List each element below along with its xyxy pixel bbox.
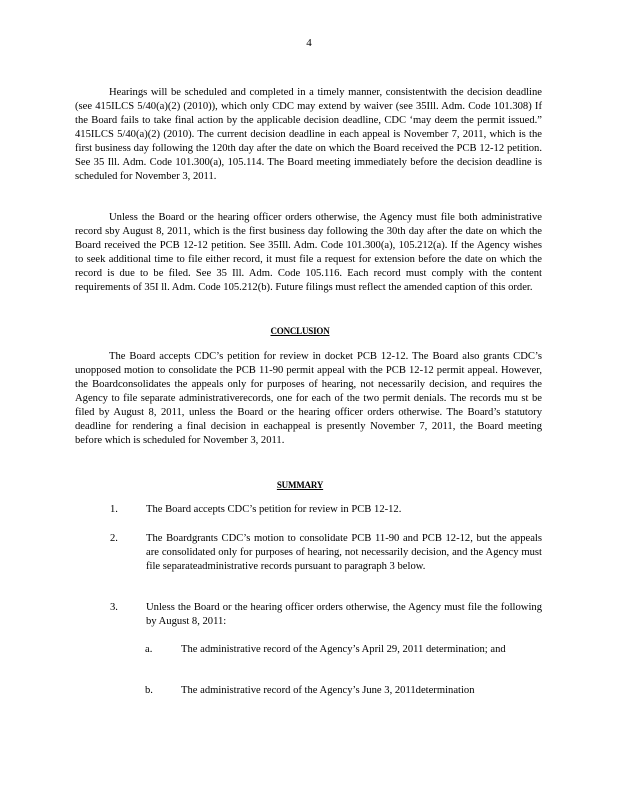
- hearings-paragraph: Hearings will be scheduled and completed in a timely manner, consistentwith the decision deadline (see 415ILCS 5/40(a)(2) (2010)), which only CDC may extend by waiver (see 35Ill. Adm. Code 101.308) If the Board fails to take final action by the applicable decision deadline, CDC ‘may deem the permit issued.” 415ILCS 5/40(a)(2) (2010). The current decision deadline in each appeal is November 7, 2011, which is the first business day following the 120th day after the date on which the Board received the PCB 12-12 petition. See 35 Ill. Adm. Code 101.300(a), 105.114. The Board meeting immediately before the decision deadline is scheduled for November 3, 2011.: [75, 87, 542, 182]
- summary-subitem-text: The administrative record of the Agency’s June 3, 2011determination: [181, 685, 475, 696]
- summary-heading: [0, 478, 618, 492]
- summary-item-text: The Board accepts CDC’s petition for review in PCB 12-12.: [146, 504, 402, 515]
- conclusion-paragraph: The Board accepts CDC’s petition for review in docket PCB 12-12. The Board also grants CDC’s unopposed motion to consolidate the PCB 11-90 permit appeal with the PCB 12-12 permit appeal. However, the Boardconsolidates the appeals only for purposes of hearing, not necessarily decision, and requires the Agency to file separate administrativerecords, one for each of the two permit denials. The records mu st be filed by August 8, 2011, unless the Board or the hearing officer orders otherwise. The Board’s statutory deadline for rendering a final decision in eachappeal is presently November 7, 2011, the Board meeting before which is scheduled for November 3, 2011.: [75, 351, 542, 446]
- page-number: 4: [306, 37, 312, 49]
- summary-subitem-letter: b.: [145, 685, 153, 696]
- summary-heading-text: SUMMARY: [276, 480, 324, 490]
- summary-item-text: Unless the Board or the hearing officer orders otherwise, the Agency must file the following by August 8, 2011:: [146, 602, 542, 627]
- summary-item-number: 3.: [110, 602, 118, 613]
- summary-item-number: 2.: [110, 533, 118, 544]
- summary-item-text: The Boardgrants CDC’s motion to consolidate PCB 11-90 and PCB 12-12, but the appeals are consolidated only for purposes of hearing, not necessarily decision, and the Agency must file separateadministrative records pursuant to paragraph 3 below.: [146, 533, 542, 572]
- agency-record-paragraph: Unless the Board or the hearing officer orders otherwise, the Agency must file both administrative record sby August 8, 2011, which is the first business day following the 30th day after the date on which the Board received the PCB 12-12 petition. See 35Ill. Adm. Code 101.300(a), 105.212(a). If the Agency wishes to seek additional time to file either record, it must file a request for extension before the date on which the record is due to be filed. See 35 Ill. Adm. Code 105.116. Each record must comply with the content requirements of 35I ll. Adm. Code 105.212(b). Future filings must reflect the amended caption of this order.: [75, 212, 542, 293]
- summary-subitem-text: The administrative record of the Agency’s April 29, 2011 determination; and: [181, 644, 506, 655]
- conclusion-heading-text: CONCLUSION: [270, 326, 330, 336]
- conclusion-heading: [0, 324, 618, 338]
- summary-subitem-letter: a.: [145, 644, 153, 655]
- summary-item-number: 1.: [110, 504, 118, 515]
